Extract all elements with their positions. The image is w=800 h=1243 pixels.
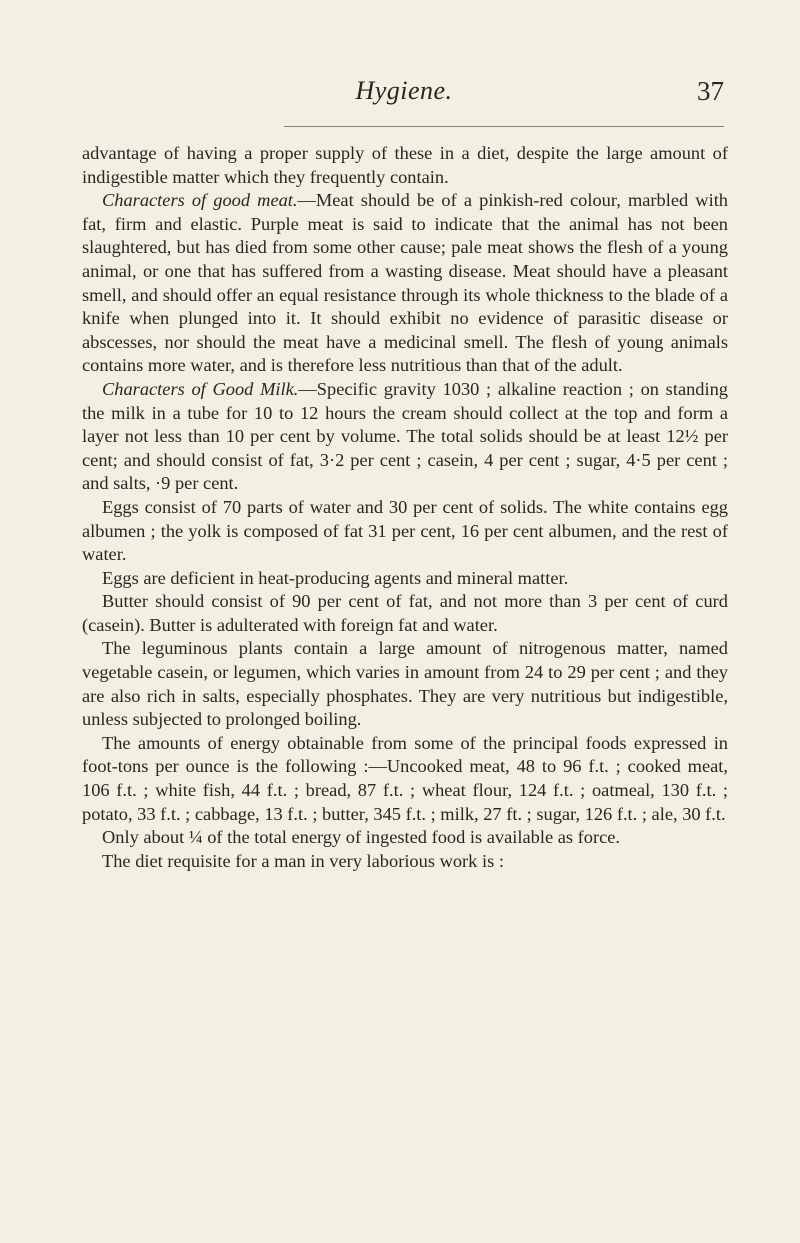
paragraph-energy: The amounts of energy obtainable from some of the principal foods expressed in foot-tons per ounce is the following :—Uncooked meat, 48 to 96 f.t. ; cooked meat, 106 f.t. ; white fish, 44 f.t. ; bread, 87 f.t. ; wheat flour, 124 f.t. ; oatmeal, 130 f.t. ; potato, 33 f.t. ; cabbage, 13 f.t. ; butter, 345 f.t. ; milk, 27 ft. ; sugar, 126 f.t. ; ale, 30 f.t. — [82, 732, 728, 824]
paragraph-eggs-deficient: Eggs are deficient in heat-producing agents and mineral matter. — [102, 567, 569, 588]
paragraph-lead: Characters of Good Milk. — [102, 378, 299, 399]
paragraph-good-milk: Characters of Good Milk.—Specific gravity 1030 ; alkaline reaction ; on standing the milk in a tube for 10 to 12 hours the cream should collect at the top and form a layer not less than 10 per cent by volume. The total solids should be at least 12½ per cent; and should consist of fat, 3·2 per cent ; casein, 4 per cent ; sugar, 4·5 per cent ; and salts, ·9 per cent. — [82, 378, 728, 494]
header-rule — [284, 126, 724, 127]
page-number: 37 — [697, 76, 724, 106]
paragraph-leguminous: The leguminous plants contain a large amount of nitrogenous matter, named vegetable casein, or legumen, which varies in amount from 24 to 29 per cent ; and they are also rich in salts, especially phosphates. They are very nutritious but indigestible, unless subjected to prolonged boiling. — [82, 638, 728, 730]
paragraph-lead: Characters of good meat. — [102, 190, 298, 211]
running-title: Hygiene. — [355, 76, 453, 105]
page-header — [84, 76, 724, 126]
paragraph-butter: Butter should consist of 90 per cent of fat, and not more than 3 per cent of curd (casein). Butter is adulterated with foreign fat and water. — [82, 591, 728, 635]
paragraph-force: Only about ¼ of the total energy of ingested food is available as force. — [102, 827, 621, 848]
paragraph-continuation: advantage of having a proper supply of these in a diet, despite the large amount of indigestible matter which they frequently contain. — [82, 143, 728, 187]
paragraph-diet: The diet requisite for a man in very laborious work is : — [102, 850, 504, 871]
paragraph-good-meat: Characters of good meat.—Meat should be of a pinkish-red colour, marbled with fat, firm and elastic. Purple meat is said to indicate that the animal has not been slaughtered, but has died from some other cause; pale meat shows the flesh of a young animal, or one that has suffered from a wasting disease. Meat should have a pleasant smell, and should offer an equal resistance through its whole thickness to the blade of a knife when plunged into it. It should exhibit no evidence of parasitic disease or abscesses, nor should the meat have a medicinal smell. The flesh of young animals contains more water, and is therefore less nutritious than that of the adult. — [82, 190, 728, 376]
body-text — [82, 142, 728, 873]
paragraph-eggs-composition: Eggs consist of 70 parts of water and 30 per cent of solids. The white contains egg albumen ; the yolk is composed of fat 31 per cent, 16 per cent albumen, and the rest of water. — [82, 496, 728, 565]
